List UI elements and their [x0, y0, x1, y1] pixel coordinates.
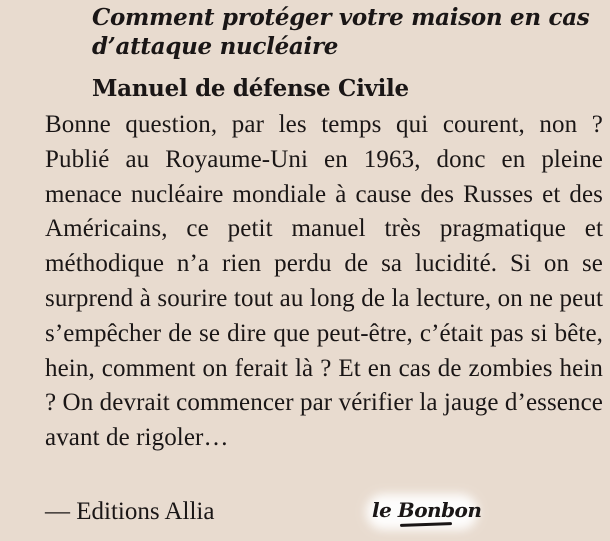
book-title: Comment protéger votre maison en cas d’attaque nucléaire: [92, 4, 590, 60]
book-subtitle: Manuel de défense Civile: [92, 75, 409, 102]
review-body: Bonne question, par les temps qui courent, non ? Publié au Royaume-Uni en 1963, donc en pleine menace nucléaire mondiale à cause des Russes et des Américains, ce petit manuel très pragmatique et méthodique n’a rien perdu de sa lucidité. Si on se surprend à sourire tout au long de la lecture, on ne peut s’empêcher de se dire que peut-être, c’était pas si bête, hein, comment on ferait là ? Et en cas de zombies hein ? On devrait commencer par vérifier la jauge d’essence avant de rigoler…: [45, 111, 603, 452]
le-bonbon-logo: [362, 492, 482, 534]
logo-text: le Bonbon: [372, 498, 482, 522]
publisher-credit: — Editions Allia: [45, 498, 215, 525]
